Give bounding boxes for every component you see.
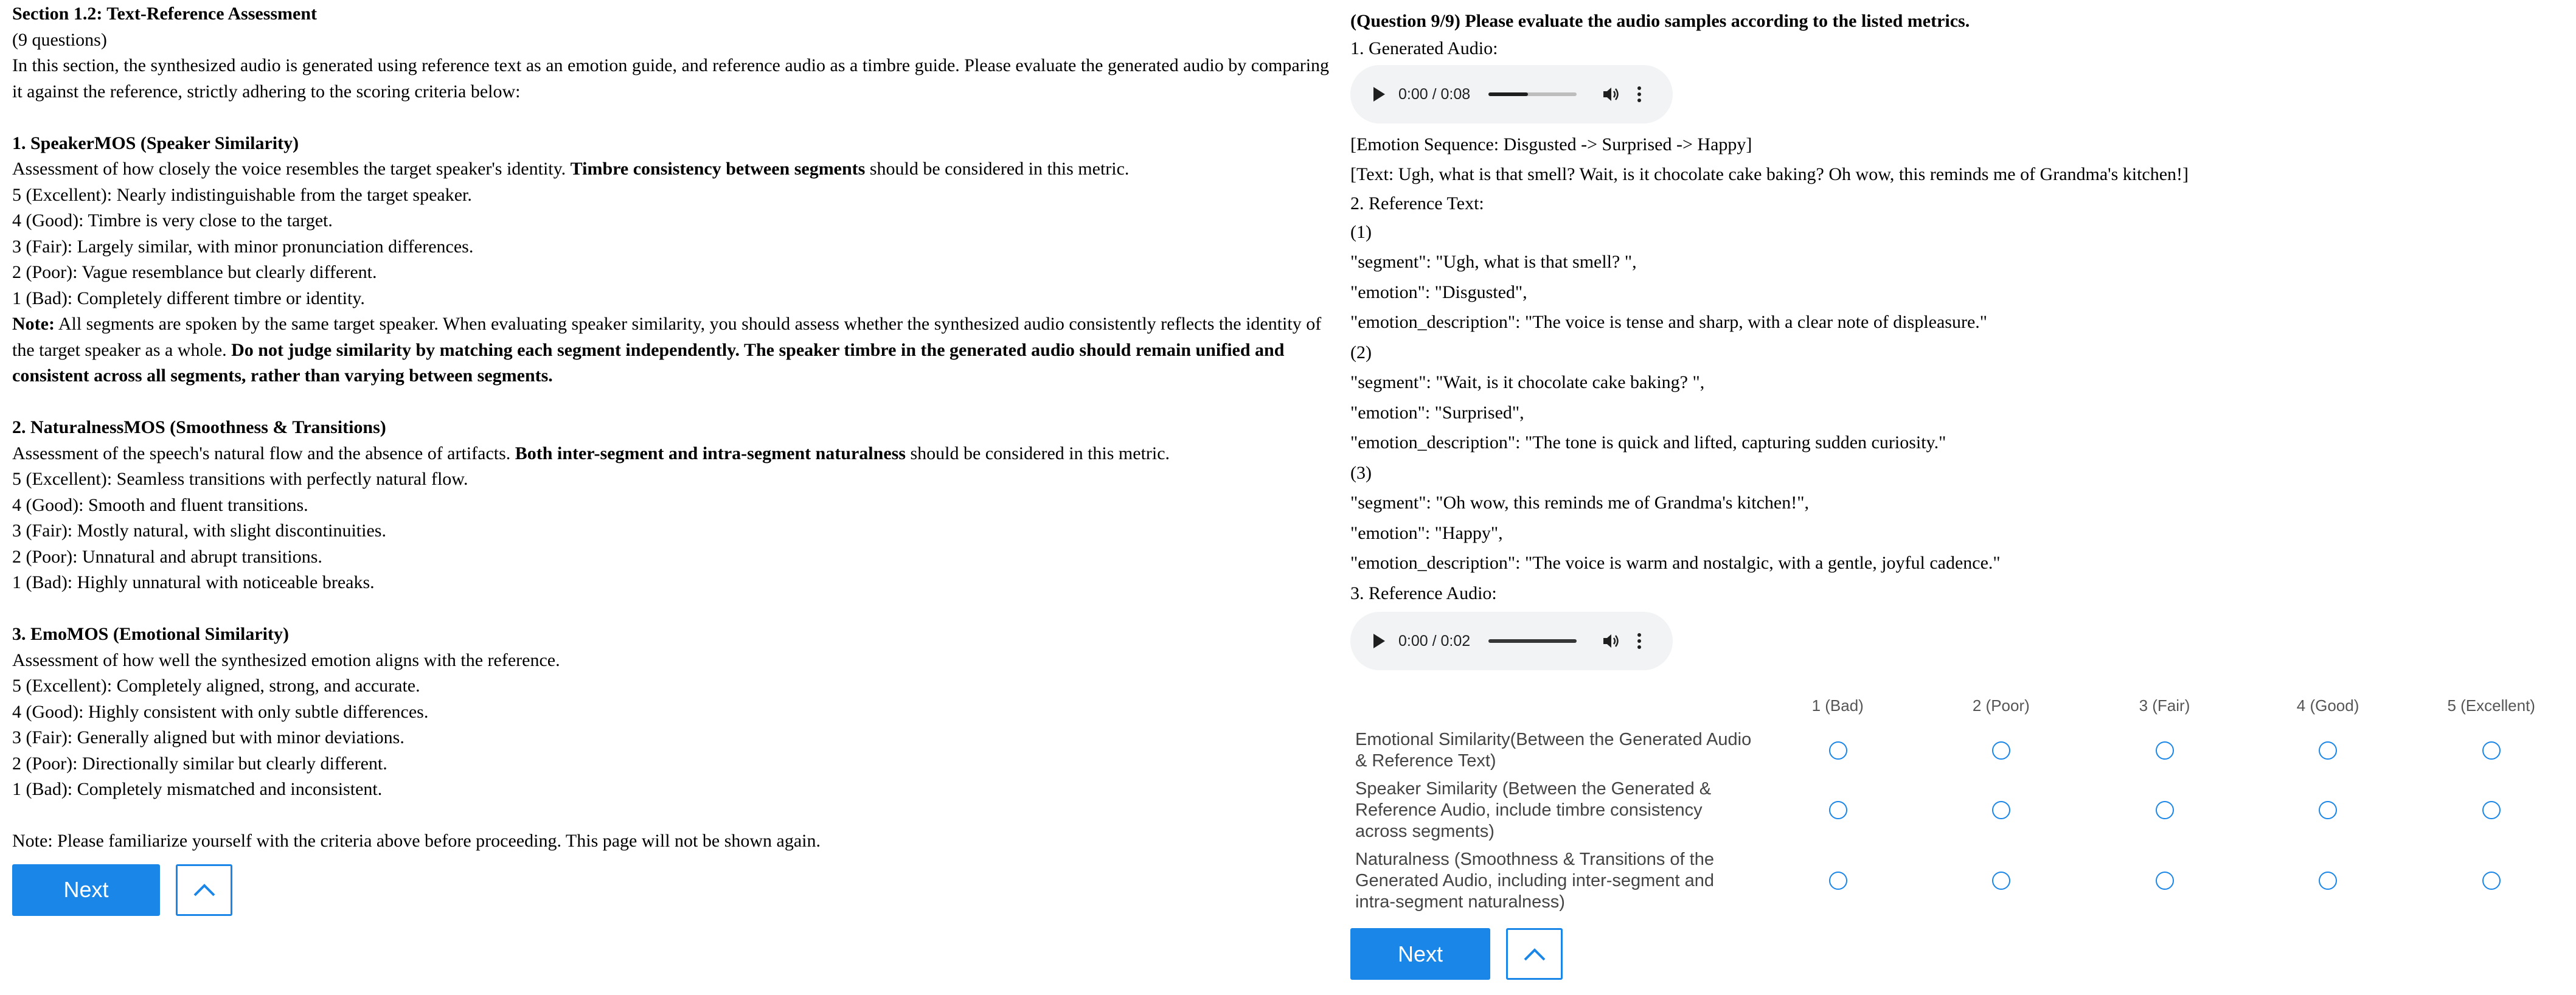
volume-icon[interactable] [1602,86,1620,103]
reference-text-label: 2. Reference Text: [1350,193,1484,213]
speaker-level: 1 (Bad): Completely different timbre or identity. [12,288,365,308]
naturalness-level: 4 (Good): Smooth and fluent transitions. [12,494,308,515]
speaker-heading: 1. SpeakerMOS (Speaker Similarity) [12,133,299,153]
rating-radio[interactable] [1992,872,2010,890]
generated-audio-label: 1. Generated Audio: [1350,38,1498,58]
more-vert-icon[interactable] [1637,86,1641,102]
final-note: Note: Please familiarize yourself with the criteria above before proceeding. This page will not be shown again. [12,831,821,851]
emotion-level: 5 (Excellent): Completely aligned, strong, and accurate. [12,676,420,696]
rating-row-naturalness [1350,845,2573,916]
rating-radio[interactable] [1992,741,2010,760]
metric-label: Naturalness (Smoothness & Transitions of the Generated Audio, including inter-segment and intra-segment naturalness) [1355,849,1715,912]
volume-icon[interactable] [1602,633,1620,650]
segment-index: (2) [1350,342,1372,362]
emotion-level: 4 (Good): Highly consistent with only subtle differences. [12,701,429,722]
rating-radio[interactable] [1829,801,1847,819]
emotion-sequence: [Emotion Sequence: Disgusted -> Surprised -> Happy] [1350,134,1752,154]
emotion-heading: 3. EmoMOS (Emotional Similarity) [12,624,289,644]
speaker-level: 4 (Good): Timbre is very close to the target. [12,210,333,231]
naturalness-levels [12,466,1338,596]
question-panel [1350,0,2567,679]
segment-description: "emotion_description": "The tone is quick and lifted, capturing sudden curiosity." [1350,432,1946,452]
rating-radio[interactable] [2156,872,2174,890]
segment-emotion: "emotion": "Happy", [1350,522,1503,543]
rating-radio[interactable] [2319,801,2337,819]
chevron-up-icon [192,882,217,898]
emotion-level: 1 (Bad): Completely mismatched and inconsistent. [12,779,383,799]
naturalness-heading: 2. NaturalnessMOS (Smoothness & Transitions) [12,417,386,437]
speaker-level: 3 (Fair): Largely similar, with minor pronunciation differences. [12,236,474,257]
rating-row-speaker [1350,775,2573,845]
speaker-desc: Assessment of how closely the voice resembles the target speaker's identity. Timbre consistency between segments should be considered in this metric. [12,159,1130,179]
section-title: Section 1.2: Text-Reference Assessment [12,4,318,24]
scroll-up-button[interactable] [176,864,232,916]
speaker-level: 2 (Poor): Vague resemblance but clearly different. [12,262,377,282]
chevron-up-icon [1522,946,1547,962]
rating-radio[interactable] [2319,741,2337,760]
emotion-levels [12,673,1338,803]
naturalness-level: 5 (Excellent): Seamless transitions with perfectly natural flow. [12,469,468,489]
rating-radio[interactable] [2319,872,2337,890]
segment-index: (3) [1350,462,1372,483]
speaker-level: 5 (Excellent): Nearly indistinguishable from the target speaker. [12,184,472,205]
player-time: 0:00 / 0:02 [1398,632,1471,650]
segment-text: "segment": "Wait, is it chocolate cake baking? ", [1350,372,1705,392]
metric-label: Emotional Similarity(Between the Generated Audio & Reference Text) [1355,730,1752,771]
rating-radio[interactable] [2156,801,2174,819]
emotion-level: 2 (Poor): Directionally similar but clearly different. [12,753,387,774]
speaker-note: Note: All segments are spoken by the same target speaker. When evaluating speaker similarity, you should assess whether the synthesized audio consistently reflects the identity of the target speaker as a whole. Do not judge similarity by matching each segment independently. The speaker timbre in the generated audio should remain unified and consistent across all segments, rather than varying between segments. [12,314,1322,386]
segment-emotion: "emotion": "Disgusted", [1350,282,1527,302]
left-nav [12,864,1338,916]
reference-audio-label: 3. Reference Audio: [1350,583,1497,603]
section-intro: In this section, the synthesized audio is generated using reference text as an emotion guide, and reference audio as a timbre guide. Please evaluate the generated audio by comparing it against the reference, strictly adhering to the scoring criteria below: [12,55,1330,102]
instructions-panel [12,0,1338,916]
next-button[interactable]: Next [1350,928,1490,980]
more-vert-icon[interactable] [1637,633,1641,649]
segment-index: (1) [1350,221,1372,242]
right-nav [1350,928,2573,980]
metric-label: Speaker Similarity (Between the Generated & Reference Audio, include timbre consistency across segments) [1355,778,1712,841]
next-button[interactable]: Next [12,864,160,916]
naturalness-level: 2 (Poor): Unnatural and abrupt transitions. [12,546,322,567]
scale-label: 3 (Fair) [2139,696,2190,715]
rating-row-emotional [1350,726,2573,775]
scale-label: 1 (Bad) [1811,696,1864,715]
scale-label: 5 (Excellent) [2447,696,2535,715]
rating-matrix [1350,693,2573,980]
segment-text: "segment": "Oh wow, this reminds me of Grandma's kitchen!", [1350,493,1809,513]
naturalness-level: 3 (Fair): Mostly natural, with slight discontinuities. [12,521,386,541]
play-icon[interactable] [1373,87,1385,102]
rating-radio[interactable] [2482,872,2501,890]
text-line: [Text: Ugh, what is that smell? Wait, is it chocolate cake baking? Oh wow, this reminds me of Grandma's kitchen!] [1350,164,2189,184]
rating-radio[interactable] [2482,801,2501,819]
rating-radio[interactable] [2156,741,2174,760]
scroll-up-button[interactable] [1506,928,1563,980]
segment-emotion: "emotion": "Surprised", [1350,402,1524,423]
player-time: 0:00 / 0:08 [1398,85,1471,103]
speaker-levels [12,182,1338,312]
question-count: (9 questions) [12,29,107,50]
emotion-desc: Assessment of how well the synthesized emotion aligns with the reference. [12,650,560,670]
scale-label: 2 (Poor) [1972,696,2030,715]
question-title: (Question 9/9) Please evaluate the audio samples according to the listed metrics. [1350,11,1970,31]
rating-radio[interactable] [1829,741,1847,760]
reference-segments [1350,217,2567,578]
player-progress[interactable] [1488,639,1577,643]
rating-scale-header [1350,693,2573,718]
player-progress-fill [1488,92,1528,96]
reference-audio-player[interactable] [1350,612,1673,670]
rating-radio[interactable] [1992,801,2010,819]
generated-audio-player[interactable] [1350,65,1673,123]
naturalness-desc: Assessment of the speech's natural flow and the absence of artifacts. Both inter-segment and intra-segment naturalness should be considered in this metric. [12,443,1170,463]
segment-text: "segment": "Ugh, what is that smell? ", [1350,252,1637,272]
emotion-level: 3 (Fair): Generally aligned but with minor deviations. [12,727,404,747]
player-progress-fill [1488,639,1577,643]
naturalness-level: 1 (Bad): Highly unnatural with noticeable breaks. [12,572,375,592]
play-icon[interactable] [1373,634,1385,648]
segment-description: "emotion_description": "The voice is tense and sharp, with a clear note of displeasure." [1350,312,1988,332]
player-progress[interactable] [1488,92,1577,96]
rating-radio[interactable] [2482,741,2501,760]
scale-label: 4 (Good) [2296,696,2359,715]
rating-radio[interactable] [1829,872,1847,890]
segment-description: "emotion_description": "The voice is warm and nostalgic, with a gentle, joyful cadence." [1350,553,2001,573]
